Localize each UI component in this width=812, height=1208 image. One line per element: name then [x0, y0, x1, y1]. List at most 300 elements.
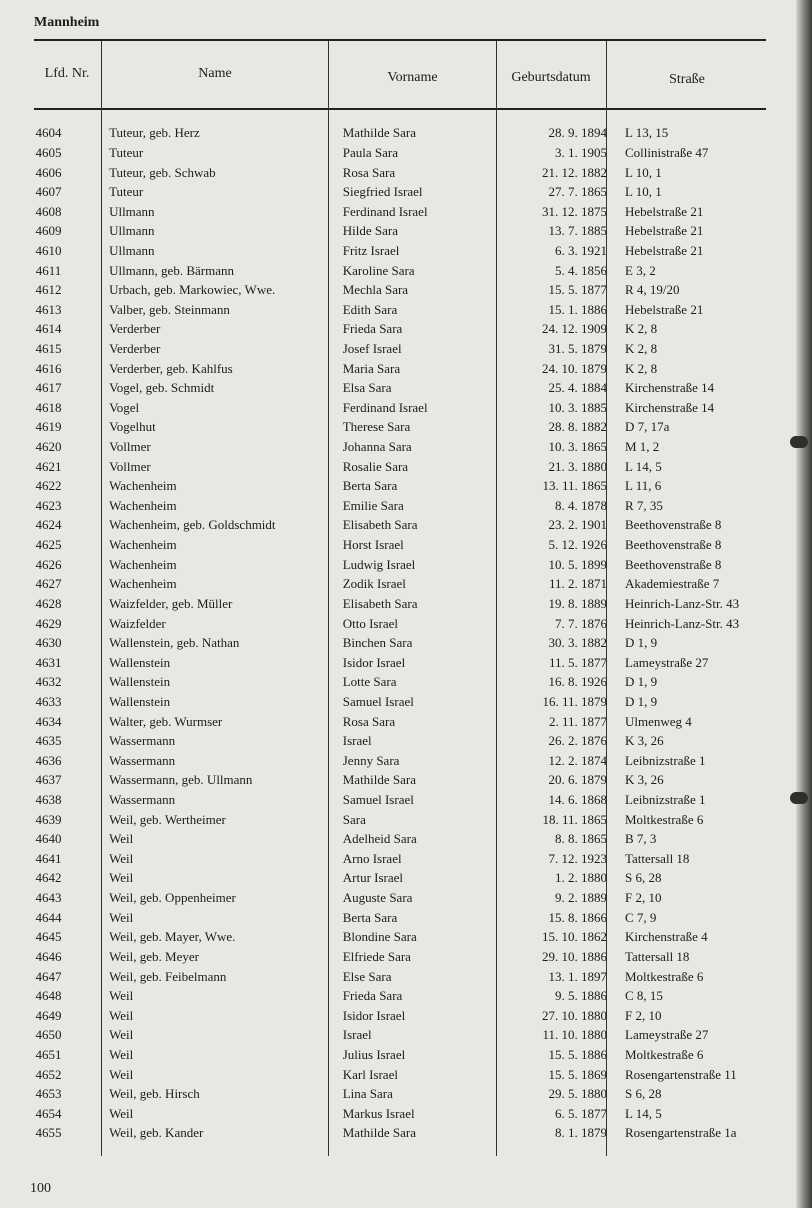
row-strasse: K 3, 26 — [625, 733, 664, 749]
row-name: Weil, geb. Wertheimer — [109, 811, 226, 827]
row-vorname: Karl Israel — [342, 1066, 398, 1082]
table-row — [0, 790, 812, 810]
row-number: 4610 — [35, 242, 62, 258]
row-vorname: Elsa Sara — [342, 380, 392, 396]
row-name: Vogel — [109, 399, 140, 415]
table-row — [0, 417, 812, 437]
row-geburtsdatum: 12. 2. 1874 — [548, 752, 607, 768]
row-vorname: Elisabeth Sara — [342, 517, 418, 533]
row-number: 4607 — [35, 184, 62, 200]
row-strasse: Ulmenweg 4 — [625, 713, 692, 729]
row-vorname: Lotte Sara — [342, 674, 397, 690]
row-number: 4637 — [35, 772, 62, 788]
row-number: 4624 — [35, 517, 62, 533]
row-strasse: Kirchenstraße 4 — [625, 929, 708, 945]
row-number: 4609 — [35, 223, 62, 239]
row-strasse: F 2, 10 — [625, 1007, 662, 1023]
row-number: 4615 — [35, 341, 62, 356]
row-strasse: L 10, 1 — [625, 184, 662, 200]
row-geburtsdatum: 5. 4. 1856 — [555, 262, 607, 278]
row-geburtsdatum: 7. 7. 1876 — [555, 615, 607, 631]
column-header-name: Name — [198, 66, 232, 81]
table-row — [0, 633, 812, 653]
row-strasse: Kirchenstraße 14 — [625, 380, 715, 396]
row-strasse: K 2, 8 — [625, 341, 658, 356]
table-row — [0, 476, 812, 496]
row-vorname: Isidor Israel — [342, 654, 406, 670]
row-number: 4618 — [35, 399, 62, 415]
table-row — [0, 672, 812, 692]
row-geburtsdatum: 9. 5. 1886 — [555, 988, 607, 1004]
row-geburtsdatum: 16. 11. 1879 — [542, 693, 607, 709]
row-name: Wassermann, geb. Ullmann — [109, 772, 253, 788]
row-vorname: Ferdinand Israel — [342, 203, 428, 219]
row-name: Wassermann — [109, 792, 176, 808]
row-geburtsdatum: 21. 3. 1880 — [548, 458, 607, 474]
top-rule — [34, 39, 766, 41]
row-name: Waizfelder — [109, 615, 166, 631]
table-row — [0, 888, 812, 908]
row-name: Weil — [109, 1066, 134, 1082]
row-name: Weil — [109, 850, 134, 866]
row-geburtsdatum: 6. 5. 1877 — [555, 1105, 607, 1121]
row-strasse: Beethovenstraße 8 — [625, 517, 722, 533]
row-strasse: Akademiestraße 7 — [625, 576, 720, 592]
table-row — [0, 319, 812, 339]
row-strasse: Leibnizstraße 1 — [625, 792, 706, 808]
row-strasse: Moltkestraße 6 — [625, 1046, 704, 1062]
row-name: Ullmann — [109, 242, 155, 258]
table-row — [0, 1025, 812, 1045]
table-row — [0, 241, 812, 261]
row-strasse: Beethovenstraße 8 — [625, 556, 722, 572]
row-geburtsdatum: 8. 4. 1878 — [555, 497, 607, 513]
row-number: 4617 — [35, 380, 62, 396]
row-geburtsdatum: 19. 8. 1889 — [548, 595, 607, 611]
table-row — [0, 398, 812, 418]
row-name: Vogelhut — [109, 419, 156, 435]
table-row — [0, 1123, 812, 1143]
table-row — [0, 927, 812, 947]
row-strasse: Kirchenstraße 14 — [625, 399, 715, 415]
row-geburtsdatum: 13. 7. 1885 — [548, 223, 607, 239]
row-vorname: Johanna Sara — [342, 439, 412, 455]
row-name: Weil — [109, 1046, 134, 1062]
row-geburtsdatum: 11. 5. 1877 — [548, 654, 607, 670]
row-vorname: Therese Sara — [342, 419, 411, 435]
row-number: 4652 — [35, 1066, 62, 1082]
row-vorname: Paula Sara — [342, 144, 398, 160]
row-number: 4628 — [35, 595, 62, 611]
row-geburtsdatum: 15. 10. 1862 — [542, 929, 607, 945]
table-row — [0, 260, 812, 280]
row-vorname: Julius Israel — [342, 1046, 406, 1062]
row-strasse: Collinistraße 47 — [625, 144, 709, 160]
row-vorname: Jenny Sara — [342, 752, 400, 768]
row-strasse: C 8, 15 — [625, 988, 663, 1004]
row-name: Wassermann — [109, 752, 176, 768]
table-row — [0, 966, 812, 986]
row-vorname: Mathilde Sara — [342, 772, 417, 788]
row-number: 4646 — [35, 948, 62, 964]
row-number: 4621 — [35, 458, 62, 474]
row-geburtsdatum: 27. 10. 1880 — [542, 1007, 607, 1023]
row-name: Vollmer — [109, 439, 151, 455]
row-strasse: L 13, 15 — [625, 125, 669, 141]
row-number: 4636 — [35, 752, 62, 768]
table-row — [0, 378, 812, 398]
row-number: 4634 — [35, 713, 62, 729]
page-number: 100 — [30, 1181, 51, 1196]
row-vorname: Elisabeth Sara — [342, 595, 418, 611]
table-row — [0, 123, 812, 143]
row-vorname: Israel — [342, 1027, 372, 1043]
row-vorname: Samuel Israel — [342, 792, 414, 808]
table-row — [0, 1103, 812, 1123]
row-number: 4655 — [35, 1125, 62, 1141]
table-row — [0, 1064, 812, 1084]
row-geburtsdatum: 5. 12. 1926 — [548, 537, 607, 553]
row-strasse: F 2, 10 — [625, 890, 662, 906]
row-number: 4608 — [35, 203, 62, 219]
table-row — [0, 515, 812, 535]
row-strasse: Lameystraße 27 — [625, 654, 709, 670]
row-vorname: Israel — [342, 733, 372, 749]
row-strasse: M 1, 2 — [625, 439, 660, 455]
row-geburtsdatum: 15. 8. 1866 — [548, 909, 607, 925]
row-geburtsdatum: 6. 3. 1921 — [555, 242, 607, 258]
row-strasse: B 7, 3 — [625, 831, 657, 847]
row-vorname: Josef Israel — [342, 341, 402, 356]
row-number: 4640 — [35, 831, 62, 847]
row-geburtsdatum: 8. 1. 1879 — [555, 1125, 607, 1141]
row-vorname: Fritz Israel — [342, 242, 400, 258]
binding-mark — [790, 436, 808, 448]
row-geburtsdatum: 10. 3. 1885 — [548, 399, 607, 415]
row-name: Weil, geb. Kander — [109, 1125, 204, 1141]
row-number: 4606 — [35, 164, 62, 180]
row-name: Walter, geb. Wurmser — [109, 713, 223, 729]
row-name: Wallenstein — [109, 674, 171, 690]
row-geburtsdatum: 18. 11. 1865 — [542, 811, 607, 827]
row-name: Weil — [109, 831, 134, 847]
row-number: 4641 — [35, 850, 62, 866]
table-row — [0, 868, 812, 888]
row-vorname: Binchen Sara — [342, 635, 413, 651]
row-number: 4645 — [35, 929, 62, 945]
row-geburtsdatum: 15. 5. 1869 — [548, 1066, 607, 1082]
row-number: 4630 — [35, 635, 62, 651]
row-geburtsdatum: 15. 1. 1886 — [548, 301, 607, 317]
row-geburtsdatum: 10. 5. 1899 — [548, 556, 607, 572]
row-name: Vogel, geb. Schmidt — [109, 380, 215, 396]
row-strasse: Rosengartenstraße 11 — [625, 1066, 737, 1082]
row-name: Wallenstein, geb. Nathan — [109, 635, 240, 651]
row-number: 4619 — [35, 419, 62, 435]
row-strasse: L 14, 5 — [625, 1105, 662, 1121]
row-strasse: Tattersall 18 — [625, 948, 690, 964]
table-row — [0, 692, 812, 712]
row-strasse: S 6, 28 — [625, 870, 662, 886]
row-vorname: Mechla Sara — [342, 282, 409, 298]
row-geburtsdatum: 13. 1. 1897 — [548, 968, 607, 984]
row-name: Weil — [109, 909, 134, 925]
row-number: 4605 — [35, 144, 62, 160]
table-row — [0, 751, 812, 771]
row-vorname: Rosa Sara — [342, 164, 396, 180]
row-vorname: Horst Israel — [342, 537, 404, 553]
row-number: 4647 — [35, 968, 62, 984]
table-row — [0, 613, 812, 633]
city-heading: Mannheim — [34, 15, 100, 30]
row-geburtsdatum: 7. 12. 1923 — [548, 850, 607, 866]
row-name: Verderber — [109, 341, 161, 356]
row-name: Weil, geb. Mayer, Wwe. — [109, 929, 236, 945]
row-geburtsdatum: 28. 9. 1894 — [548, 125, 607, 141]
row-number: 4611 — [35, 262, 62, 278]
row-geburtsdatum: 24. 10. 1879 — [542, 360, 607, 376]
row-vorname: Samuel Israel — [342, 693, 414, 709]
row-number: 4627 — [35, 576, 62, 592]
row-vorname: Edith Sara — [342, 301, 398, 317]
row-strasse: R 7, 35 — [625, 497, 663, 513]
row-name: Vollmer — [109, 458, 151, 474]
row-strasse: K 3, 26 — [625, 772, 664, 788]
row-geburtsdatum: 10. 3. 1865 — [548, 439, 607, 455]
row-number: 4616 — [35, 360, 62, 376]
row-geburtsdatum: 20. 6. 1879 — [548, 772, 607, 788]
table-row — [0, 731, 812, 751]
row-number: 4613 — [35, 301, 62, 317]
row-geburtsdatum: 16. 8. 1926 — [548, 674, 607, 690]
binding-mark — [790, 792, 808, 804]
row-vorname: Rosa Sara — [342, 713, 396, 729]
row-geburtsdatum: 3. 1. 1905 — [555, 144, 607, 160]
row-name: Ullmann — [109, 223, 155, 239]
table-row — [0, 280, 812, 300]
row-geburtsdatum: 21. 12. 1882 — [542, 164, 607, 180]
row-number: 4643 — [35, 890, 62, 906]
row-name: Waizfelder, geb. Müller — [109, 595, 233, 611]
row-vorname: Sara — [342, 811, 366, 827]
row-name: Weil — [109, 1027, 134, 1043]
row-strasse: L 10, 1 — [625, 164, 662, 180]
table-row — [0, 907, 812, 927]
row-name: Tuteur, geb. Schwab — [109, 164, 216, 180]
row-name: Wachenheim, geb. Goldschmidt — [109, 517, 276, 533]
row-name: Wallenstein — [109, 693, 171, 709]
row-strasse: L 14, 5 — [625, 458, 662, 474]
row-name: Tuteur — [109, 144, 144, 160]
row-name: Valber, geb. Steinmann — [109, 301, 230, 317]
row-geburtsdatum: 27. 7. 1865 — [548, 184, 607, 200]
row-strasse: Beethovenstraße 8 — [625, 537, 722, 553]
row-strasse: E 3, 2 — [625, 262, 656, 278]
table-row — [0, 770, 812, 790]
row-vorname: Lina Sara — [342, 1086, 393, 1102]
row-number: 4632 — [35, 674, 62, 690]
row-geburtsdatum: 13. 11. 1865 — [542, 478, 607, 494]
row-name: Weil — [109, 870, 134, 886]
row-vorname: Siegfried Israel — [342, 184, 423, 200]
row-name: Wachenheim — [109, 556, 177, 572]
row-geburtsdatum: 2. 11. 1877 — [548, 713, 607, 729]
row-geburtsdatum: 26. 2. 1876 — [548, 733, 607, 749]
row-vorname: Frieda Sara — [342, 321, 403, 337]
row-geburtsdatum: 31. 5. 1879 — [548, 341, 607, 356]
row-geburtsdatum: 23. 2. 1901 — [548, 517, 607, 533]
table-row — [0, 437, 812, 457]
book-spine — [796, 0, 812, 1208]
row-name: Wachenheim — [109, 537, 177, 553]
row-geburtsdatum: 14. 6. 1868 — [548, 792, 607, 808]
row-geburtsdatum: 25. 4. 1884 — [548, 380, 607, 396]
row-name: Wachenheim — [109, 576, 177, 592]
row-vorname: Rosalie Sara — [342, 458, 409, 474]
table-row — [0, 809, 812, 829]
row-number: 4650 — [35, 1027, 62, 1043]
row-name: Weil, geb. Meyer — [109, 948, 199, 964]
row-number: 4622 — [35, 478, 62, 494]
row-name: Weil, geb. Feibelmann — [109, 968, 227, 984]
row-vorname: Emilie Sara — [342, 497, 404, 513]
row-vorname: Maria Sara — [342, 360, 401, 376]
row-name: Wachenheim — [109, 497, 177, 513]
row-strasse: L 11, 6 — [625, 478, 662, 494]
row-geburtsdatum: 8. 8. 1865 — [555, 831, 607, 847]
table-row — [0, 554, 812, 574]
row-strasse: Heinrich-Lanz-Str. 43 — [625, 595, 740, 611]
table-row — [0, 339, 812, 359]
row-number: 4626 — [35, 556, 62, 572]
table-row — [0, 829, 812, 849]
row-strasse: Hebelstraße 21 — [625, 203, 704, 219]
row-vorname: Otto Israel — [342, 615, 398, 631]
row-number: 4649 — [35, 1007, 62, 1023]
register-table — [0, 123, 812, 1143]
row-vorname: Elfriede Sara — [342, 948, 411, 964]
row-strasse: Hebelstraße 21 — [625, 242, 704, 258]
column-header-strasse: Straße — [669, 72, 705, 87]
row-vorname: Zodik Israel — [342, 576, 406, 592]
table-row — [0, 299, 812, 319]
row-vorname: Adelheid Sara — [342, 831, 417, 847]
table-row — [0, 594, 812, 614]
table-row — [0, 162, 812, 182]
row-strasse: D 1, 9 — [625, 674, 658, 690]
row-name: Ullmann — [109, 203, 155, 219]
row-strasse: Moltkestraße 6 — [625, 811, 704, 827]
row-name: Weil, geb. Oppenheimer — [109, 890, 236, 906]
row-geburtsdatum: 15. 5. 1886 — [548, 1046, 607, 1062]
table-row — [0, 849, 812, 869]
row-number: 4604 — [35, 125, 62, 141]
row-geburtsdatum: 15. 5. 1877 — [548, 282, 607, 298]
table-row — [0, 182, 812, 202]
row-strasse: C 7, 9 — [625, 909, 657, 925]
row-name: Tuteur — [109, 184, 144, 200]
table-row — [0, 574, 812, 594]
table-row — [0, 456, 812, 476]
row-number: 4639 — [35, 811, 62, 827]
table-row — [0, 947, 812, 967]
row-vorname: Karoline Sara — [342, 262, 415, 278]
row-strasse: Moltkestraße 6 — [625, 968, 704, 984]
row-strasse: Heinrich-Lanz-Str. 43 — [625, 615, 740, 631]
table-row — [0, 1084, 812, 1104]
row-vorname: Ferdinand Israel — [342, 399, 428, 415]
row-name: Wallenstein — [109, 654, 171, 670]
column-header-geburtsdatum: Geburtsdatum — [511, 70, 591, 85]
row-vorname: Mathilde Sara — [342, 125, 417, 141]
row-geburtsdatum: 31. 12. 1875 — [542, 203, 607, 219]
row-strasse: R 4, 19/20 — [625, 282, 680, 298]
row-number: 4651 — [35, 1046, 62, 1062]
table-row — [0, 535, 812, 555]
row-geburtsdatum: 29. 10. 1886 — [542, 948, 607, 964]
table-row — [0, 711, 812, 731]
table-row — [0, 221, 812, 241]
row-vorname: Auguste Sara — [342, 890, 413, 906]
header-rule — [34, 108, 766, 110]
row-number: 4635 — [35, 733, 62, 749]
row-vorname: Berta Sara — [342, 478, 398, 494]
row-number: 4633 — [35, 693, 62, 709]
row-strasse: K 2, 8 — [625, 360, 658, 376]
row-name: Verderber, geb. Kahlfus — [109, 360, 233, 376]
row-vorname: Else Sara — [342, 968, 392, 984]
row-number: 4612 — [35, 282, 62, 298]
row-name: Ullmann, geb. Bärmann — [109, 262, 234, 278]
row-vorname: Frieda Sara — [342, 988, 403, 1004]
row-vorname: Artur Israel — [342, 870, 404, 886]
row-vorname: Blondine Sara — [342, 929, 417, 945]
row-strasse: Hebelstraße 21 — [625, 223, 704, 239]
row-strasse: Leibnizstraße 1 — [625, 752, 706, 768]
row-number: 4625 — [35, 537, 62, 553]
row-strasse: D 7, 17a — [625, 419, 670, 435]
row-geburtsdatum: 9. 2. 1889 — [555, 890, 607, 906]
column-header-vorname: Vorname — [387, 70, 438, 85]
row-number: 4638 — [35, 792, 62, 808]
row-geburtsdatum: 29. 5. 1880 — [548, 1086, 607, 1102]
row-name: Urbach, geb. Markowiec, Wwe. — [109, 282, 276, 298]
row-geburtsdatum: 11. 2. 1871 — [548, 576, 607, 592]
table-row — [0, 143, 812, 163]
row-vorname: Isidor Israel — [342, 1007, 406, 1023]
row-strasse: K 2, 8 — [625, 321, 658, 337]
table-row — [0, 496, 812, 516]
row-number: 4614 — [35, 321, 62, 337]
row-name: Wachenheim — [109, 478, 177, 494]
table-row — [0, 986, 812, 1006]
row-geburtsdatum: 11. 10. 1880 — [542, 1027, 607, 1043]
row-name: Verderber — [109, 321, 161, 337]
row-vorname: Markus Israel — [342, 1105, 415, 1121]
row-strasse: Hebelstraße 21 — [625, 301, 704, 317]
row-name: Weil — [109, 1105, 134, 1121]
row-number: 4629 — [35, 615, 62, 631]
row-vorname: Berta Sara — [342, 909, 398, 925]
row-strasse: S 6, 28 — [625, 1086, 662, 1102]
row-name: Weil — [109, 1007, 134, 1023]
row-geburtsdatum: 24. 12. 1909 — [542, 321, 607, 337]
row-geburtsdatum: 30. 3. 1882 — [548, 635, 607, 651]
row-name: Wassermann — [109, 733, 176, 749]
row-geburtsdatum: 1. 2. 1880 — [555, 870, 607, 886]
row-number: 4644 — [35, 909, 62, 925]
row-number: 4642 — [35, 870, 62, 886]
